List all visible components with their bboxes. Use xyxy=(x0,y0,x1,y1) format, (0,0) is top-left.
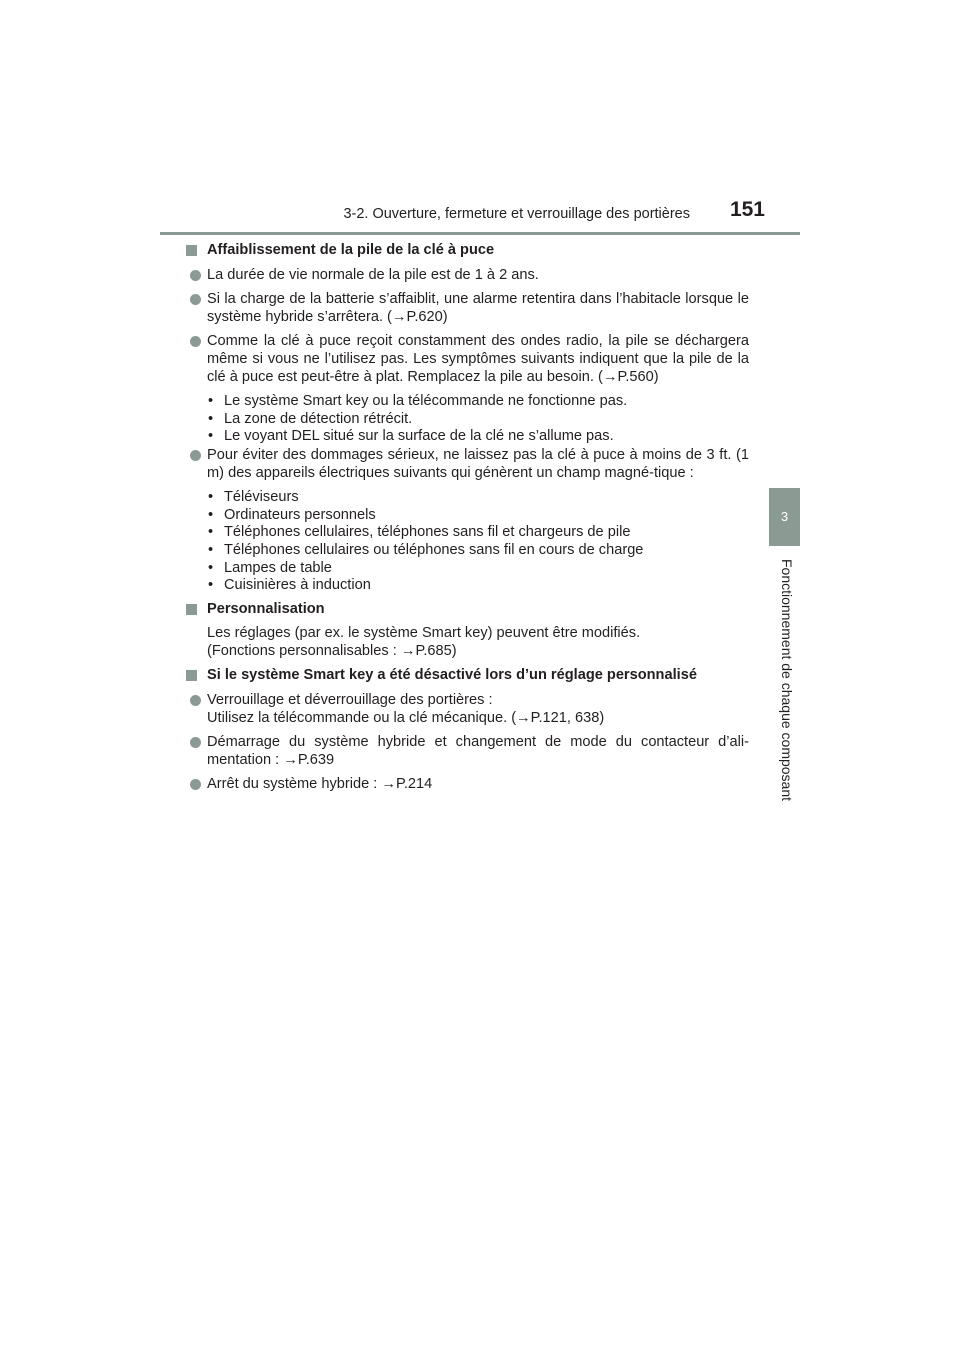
list-item xyxy=(207,333,749,386)
devices-list xyxy=(207,489,749,595)
item-text: Arrêt du système hybride : →P.214 xyxy=(207,776,433,793)
heading-text: Affaiblissement de la pile de la clé à puce xyxy=(207,242,495,258)
circle-bullet-icon xyxy=(190,270,201,281)
list-item: • Téléphones cellulaires ou téléphones sans fil en cours de charge xyxy=(207,542,749,560)
list-item: • Le voyant DEL situé sur la surface de la clé ne s’allume pas. xyxy=(207,428,749,446)
item-text: Démarrage du système hybride et changement de mode du contacteur d’ali-mentation : →P.639 xyxy=(207,734,749,768)
personalization-text xyxy=(207,625,749,660)
list-item: • Ordinateurs personnels xyxy=(207,507,749,525)
text-line: Verrouillage et déverrouillage des portières : xyxy=(207,692,493,709)
square-bullet-icon xyxy=(186,245,197,256)
square-bullet-icon xyxy=(186,604,197,615)
list-item xyxy=(207,692,749,727)
page-number: 151 xyxy=(729,198,765,221)
chapter-label: Fonctionnement de chaque composant xyxy=(779,558,795,802)
section-heading-battery xyxy=(207,242,749,260)
list-item xyxy=(207,267,749,285)
heading-text: Si le système Smart key a été désactivé lors d’un réglage personnalisé xyxy=(207,667,697,684)
square-bullet-icon xyxy=(186,670,197,681)
section-heading-deactivated xyxy=(207,667,749,685)
list-item: • Le système Smart key ou la télécommande ne fonctionne pas. xyxy=(207,393,749,411)
list-item: • Téléviseurs xyxy=(207,489,749,507)
list-item: • Lampes de table xyxy=(207,560,749,578)
item-text: La durée de vie normale de la pile est de 1 à 2 ans. xyxy=(207,266,539,283)
item-text: Comme la clé à puce reçoit constamment des ondes radio, la pile se déchargera même si vous ne l’utilisez pas. Les symptômes suivants indiquent que la pile de la clé à puce est peut-être à plat. Remplacez la pile au besoin. (→P.560) xyxy=(207,333,749,385)
list-item: • Téléphones cellulaires, téléphones sans fil et chargeurs de pile xyxy=(207,524,749,542)
section-heading-personalization xyxy=(207,601,749,619)
item-text: Pour éviter des dommages sérieux, ne laissez pas la clé à puce à moins de 3 ft. (1 m) des appareils électriques suivants qui génèrent un champ magné-tique : xyxy=(207,446,749,481)
circle-bullet-icon xyxy=(190,336,201,347)
list-item xyxy=(207,776,749,794)
circle-bullet-icon xyxy=(190,695,201,706)
list-item: • Cuisinières à induction xyxy=(207,577,749,595)
circle-bullet-icon xyxy=(190,779,201,790)
text-line: Utilisez la télécommande ou la clé mécanique. (→P.121, 638) xyxy=(207,709,605,726)
section-title: 3-2. Ouverture, fermeture et verrouillage des portières xyxy=(343,206,690,222)
list-item: • La zone de détection rétrécit. xyxy=(207,411,749,429)
text-line: Les réglages (par ex. le système Smart key) peuvent être modifiés. xyxy=(207,625,641,642)
heading-text: Personnalisation xyxy=(207,600,325,617)
symptoms-list xyxy=(207,393,749,446)
page-content xyxy=(207,242,749,801)
chapter-number: 3 xyxy=(780,509,789,524)
list-item xyxy=(207,447,749,482)
item-text: Si la charge de la batterie s’affaiblit, une alarme retentira dans l’habitacle lorsque le système hybride s’arrêtera. (→P.620) xyxy=(207,291,749,325)
chapter-tab xyxy=(769,488,800,546)
list-item xyxy=(207,734,749,769)
circle-bullet-icon xyxy=(190,450,201,461)
circle-bullet-icon xyxy=(190,737,201,748)
list-item xyxy=(207,291,749,326)
text-line: (Fonctions personnalisables : →P.685) xyxy=(207,642,457,659)
circle-bullet-icon xyxy=(190,294,201,305)
header-rule xyxy=(160,232,800,235)
